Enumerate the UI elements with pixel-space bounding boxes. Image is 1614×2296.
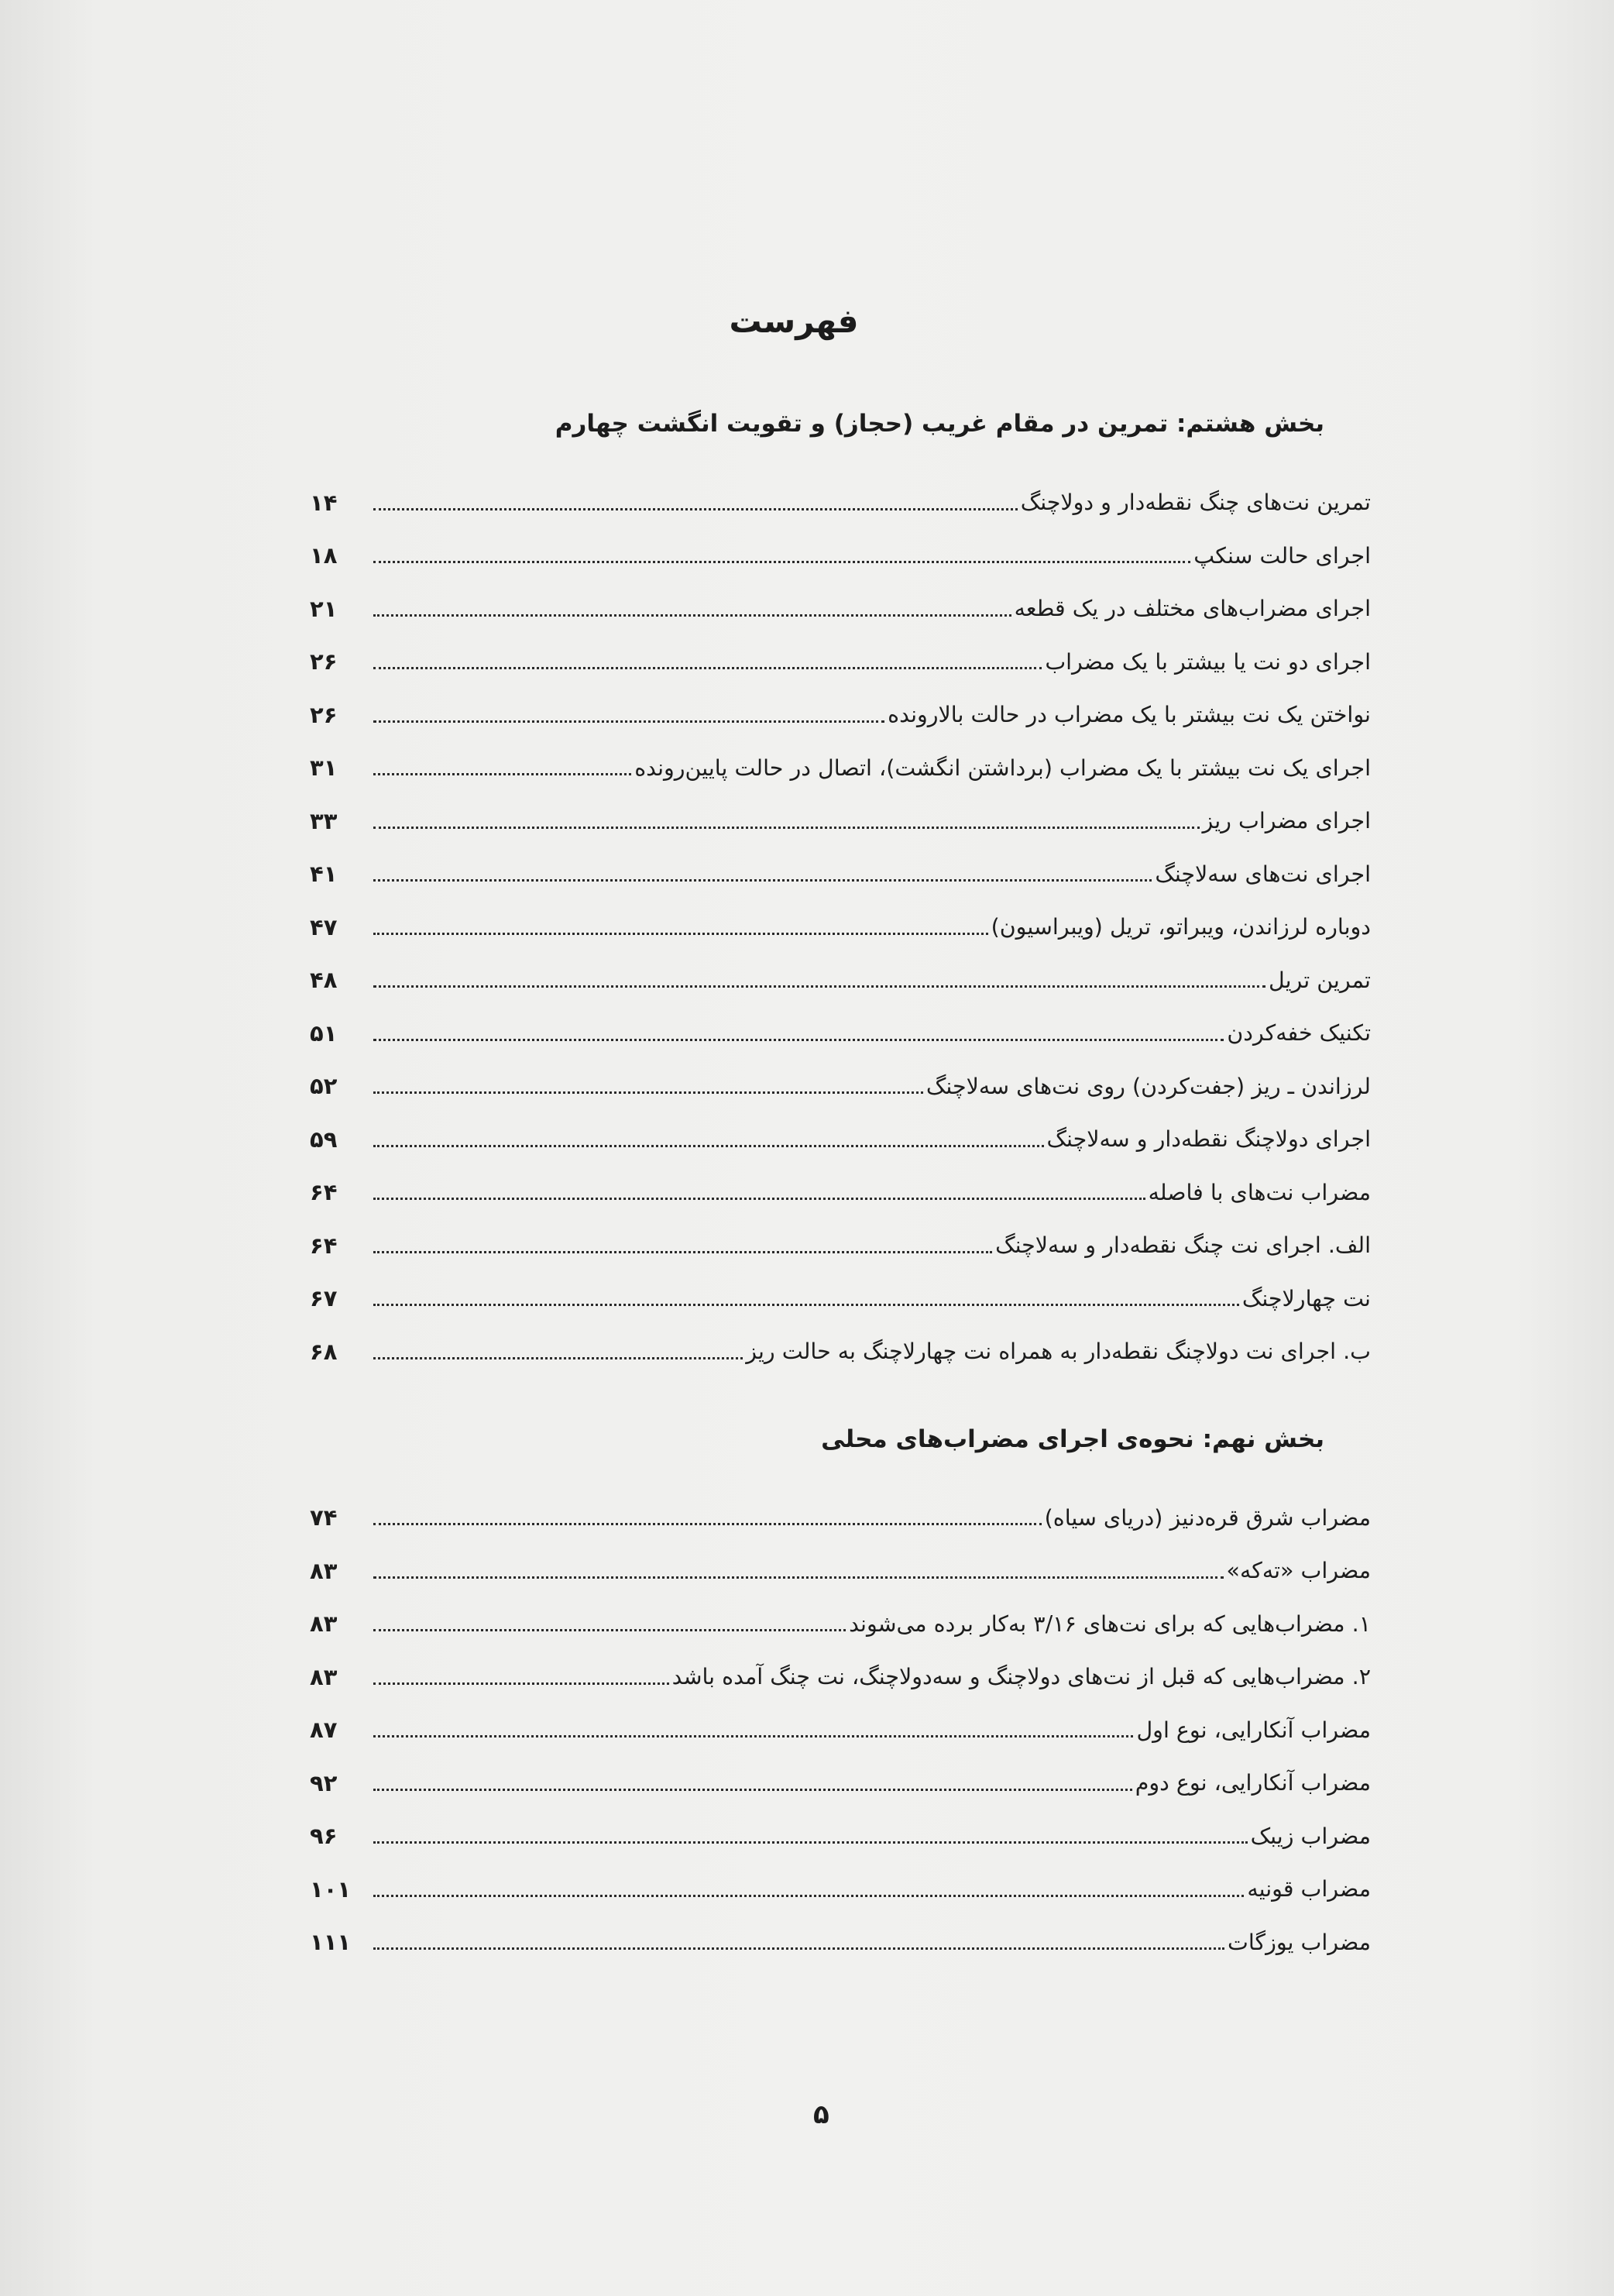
toc-entry-label: مضراب آنکارایی، نوع اول — [1136, 1717, 1371, 1743]
toc-entry[interactable] — [310, 461, 1371, 514]
dot-leader — [373, 614, 1011, 617]
toc-entry-page: ۱۴ — [310, 489, 338, 516]
dot-leader — [373, 1629, 846, 1631]
dot-leader — [373, 933, 988, 935]
toc-entry-label: نت چهارلاچنگ — [1241, 1285, 1371, 1311]
toc-entry[interactable] — [310, 885, 1371, 939]
page-number: ۵ — [813, 2099, 829, 2130]
toc-entry[interactable] — [310, 1310, 1371, 1363]
toc-entry[interactable] — [310, 1045, 1371, 1098]
section-nine — [310, 1425, 1371, 1954]
toc-entry-page: ۶۴ — [310, 1179, 338, 1205]
dot-leader — [373, 561, 1190, 563]
toc-entry-label: تمرین نت‌های چنگ نقطه‌دار و دولاچنگ — [1020, 490, 1371, 515]
toc-entry[interactable] — [310, 1689, 1371, 1742]
toc-entry-page: ۴۸ — [310, 967, 338, 993]
toc-entry-page: ۶۸ — [310, 1338, 338, 1365]
toc-entry-page: ۲۶ — [310, 701, 338, 728]
toc-entry[interactable] — [310, 727, 1371, 780]
toc-list — [310, 1476, 1371, 1954]
toc-entry[interactable] — [310, 1635, 1371, 1689]
toc-entry-label: اجرای نت‌های سه‌لاچنگ — [1155, 861, 1371, 887]
toc-entry[interactable] — [310, 1204, 1371, 1257]
dot-leader — [373, 1304, 1239, 1306]
dot-leader — [373, 1145, 1044, 1147]
dot-leader — [373, 827, 1200, 829]
dot-leader — [373, 1841, 1248, 1844]
toc-entry[interactable] — [310, 1476, 1371, 1530]
toc-entry[interactable] — [310, 1529, 1371, 1583]
toc-entry-page: ۴۷ — [310, 913, 338, 940]
dot-leader — [373, 1576, 1224, 1579]
toc-entry-label: مضراب زیبک — [1250, 1823, 1371, 1849]
page-title: فهرست — [729, 302, 859, 340]
toc-entry-page: ۶۴ — [310, 1232, 338, 1259]
dot-leader — [373, 667, 1042, 669]
toc-entry-page: ۸۷ — [310, 1717, 338, 1743]
toc-entry-label: اجرای مضراب ریز — [1202, 808, 1371, 834]
toc-entry-label: مضراب «ته‌که» — [1226, 1558, 1371, 1583]
toc-entry-label: اجرای دولاچنگ نقطه‌دار و سه‌لاچنگ — [1046, 1126, 1371, 1152]
toc-entry-page: ۹۲ — [310, 1769, 338, 1796]
toc-entry[interactable] — [310, 992, 1371, 1045]
toc-entry[interactable] — [310, 939, 1371, 992]
toc-entry-page: ۳۱ — [310, 754, 338, 781]
toc-entry-page: ۲۱ — [310, 595, 338, 622]
dot-leader — [373, 1789, 1132, 1791]
toc-entry[interactable] — [310, 1098, 1371, 1151]
toc-entry[interactable] — [310, 1583, 1371, 1636]
toc-entry-page: ۸۳ — [310, 1610, 338, 1637]
dot-leader — [373, 1735, 1133, 1737]
dot-leader — [373, 1682, 669, 1685]
toc-entry[interactable] — [310, 567, 1371, 620]
toc-entry-page: ۸۳ — [310, 1557, 338, 1584]
toc-entry-label: اجرای یک نت بیشتر با یک مضراب (برداشتن انگشت)، اتصال در حالت پایین‌رونده — [634, 754, 1371, 781]
dot-leader — [373, 508, 1018, 510]
toc-entry-page: ۱۱۱ — [310, 1929, 352, 1955]
toc-entry[interactable] — [310, 1257, 1371, 1311]
toc-entry-page: ۷۴ — [310, 1504, 338, 1531]
dot-leader — [373, 879, 1152, 882]
dot-leader — [373, 985, 1265, 988]
toc-entry-label: مضراب یوزگات — [1227, 1929, 1371, 1955]
section-heading: بخش هشتم: تمرین در مقام غریب (حجاز) و تقویت انگشت چهارم — [555, 410, 1324, 438]
toc-entry-label: تکنیک خفه‌کردن — [1227, 1020, 1371, 1046]
toc-entry-label: مضراب قونیه — [1247, 1876, 1371, 1902]
toc-entry-page: ۵۲ — [310, 1073, 338, 1099]
toc-entry-page: ۸۳ — [310, 1663, 338, 1690]
toc-entry[interactable] — [310, 779, 1371, 833]
toc-entry[interactable] — [310, 1151, 1371, 1205]
dot-leader — [373, 1895, 1244, 1897]
toc-entry-label: ۲. مضراب‌هایی که قبل از نت‌های دولاچنگ و سه‌دولاچنگ، نت چنگ آمده باشد — [671, 1664, 1371, 1689]
dot-leader — [373, 720, 884, 723]
toc-entry-label: الف. اجرای نت چنگ نقطه‌دار و سه‌لاچنگ — [995, 1232, 1371, 1258]
section-eight — [310, 410, 1371, 1363]
toc-entry-label: اجرای دو نت یا بیشتر با یک مضراب — [1045, 648, 1371, 675]
toc-entry[interactable] — [310, 514, 1371, 568]
toc-entry-page: ۴۱ — [310, 861, 338, 887]
dot-leader — [373, 1523, 1042, 1525]
toc-entry[interactable] — [310, 1901, 1371, 1954]
dot-leader — [373, 773, 631, 775]
toc-entry[interactable] — [310, 1795, 1371, 1848]
toc-entry-label: مضراب نت‌های با فاصله — [1148, 1179, 1371, 1205]
toc-entry-page: ۱۸ — [310, 542, 338, 569]
toc-entry-page: ۲۶ — [310, 648, 338, 675]
toc-entry-label: نواختن یک نت بیشتر با یک مضراب در حالت بالارونده — [888, 702, 1371, 727]
dot-leader — [373, 1198, 1145, 1200]
toc-entry-label: لرزاندن ـ ریز (جفت‌کردن) روی نت‌های سه‌لاچنگ — [925, 1073, 1371, 1099]
toc-entry-page: ۱۰۱ — [310, 1875, 352, 1902]
toc-entry[interactable] — [310, 673, 1371, 727]
section-heading: بخش نهم: نحوه‌ی اجرای مضراب‌های محلی — [821, 1425, 1324, 1453]
dot-leader — [373, 1947, 1224, 1950]
toc-entry-page: ۹۶ — [310, 1823, 338, 1849]
toc-entry-label: اجرای حالت سنکپ — [1193, 542, 1371, 569]
table-of-contents — [310, 302, 1371, 1954]
toc-entry-page: ۵۱ — [310, 1019, 338, 1047]
dot-leader — [373, 1091, 923, 1094]
toc-entry-page: ۵۹ — [310, 1126, 338, 1153]
toc-entry-label: ب. اجرای نت دولاچنگ نقطه‌دار به همراه نت چهارلاچنگ به حالت ریز — [746, 1339, 1371, 1364]
toc-entry[interactable] — [310, 1847, 1371, 1901]
dot-leader — [373, 1039, 1224, 1041]
dot-leader — [373, 1251, 992, 1253]
toc-entry[interactable] — [310, 833, 1371, 886]
toc-entry-label: دوباره لرزاندن، ویبراتو، تریل (ویبراسیون) — [991, 914, 1371, 940]
toc-entry-label: مضراب شرق قره‌دنیز (دریای سیاه) — [1044, 1504, 1371, 1531]
toc-entry-label: ۱. مضراب‌هایی که برای نت‌های ۳/۱۶ به‌کار برده می‌شوند — [849, 1610, 1371, 1637]
toc-list — [310, 461, 1371, 1363]
toc-entry-page: ۳۳ — [310, 807, 338, 834]
toc-entry-page: ۶۷ — [310, 1285, 338, 1311]
toc-entry-label: تمرین تریل — [1269, 967, 1371, 993]
toc-entry[interactable] — [310, 620, 1371, 674]
toc-entry-label: مضراب آنکارایی، نوع دوم — [1135, 1770, 1371, 1796]
toc-entry-label: اجرای مضراب‌های مختلف در یک قطعه — [1014, 596, 1371, 621]
dot-leader — [373, 1357, 743, 1359]
toc-entry[interactable] — [310, 1741, 1371, 1795]
